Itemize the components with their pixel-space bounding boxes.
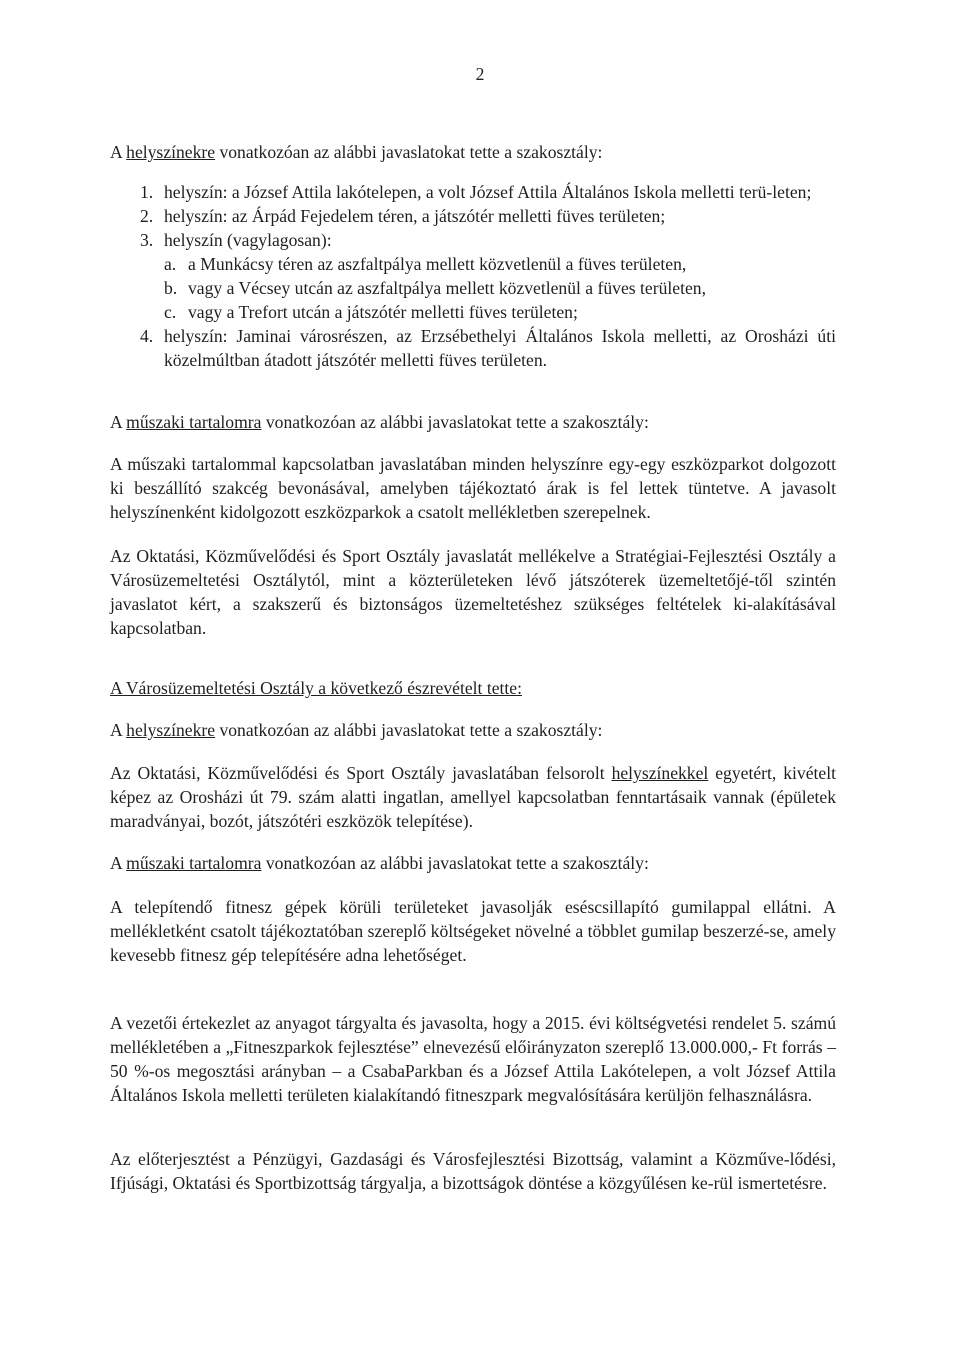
list-item: 1. helyszín: a József Attila lakótelepen, a volt József Attila Általános Iskola melletti terü-leten; (140, 182, 812, 202)
underlined-term: helyszínekkel (611, 763, 709, 783)
sub-list (164, 252, 836, 324)
sub-list-item: c. vagy a Trefort utcán a játszótér melletti füves területen; (164, 302, 578, 322)
underlined-term: műszaki tartalomra (126, 853, 262, 873)
underlined-term: helyszínekre (126, 720, 216, 740)
page-number: 2 (475, 64, 485, 84)
management-paragraph: A vezetői értekezlet az anyagot tárgyalta és javasolta, hogy a 2015. évi költségvetési rendelet 5. számú mellékletében a „Fitneszparkok fejlesztése” elnevezésű előirányzaton szereplő 13.000.000,- Ft forrás – 50 %-os megosztási arányban – a CsabaParkban és a József Attila Lakótelepen, a volt József Attila Általános Iskola melletti területen kialakítandó fitneszpark megvalósítására kerüljön felhasználásra. (110, 1013, 836, 1105)
locations-intro: A helyszínekre vonatkozóan az alábbi javaslatokat tette a szakosztály: (110, 142, 603, 162)
technical-paragraph-2: A telepítendő fitnesz gépek körüli területeket javasolják eséscsillapító gumilappal ellátni. A mellékletként csatolt tájékoztatóban szereplő költségeket növelné a többlet gumilap beszerzé-se, amely kevesebb fitnesz gép telepítésére adna lehetőséget. (110, 897, 836, 965)
underlined-term: helyszínekre (126, 142, 216, 162)
list-item: 3. helyszín (vagylagosan): a. a Munkácsy téren az aszfaltpálya mellett közvetlenül a füves területen, b. vagy a Vécsey utcán az aszfaltpálya mellett közvetlenül a füves területen, c. vagy a Trefort utcán a játszótér melletti füves területen; (140, 228, 836, 324)
sub-list-item: b. vagy a Vécsey utcán az aszfaltpálya mellett közvetlenül a füves területen, (164, 278, 706, 298)
technical-intro: A műszaki tartalomra vonatkozóan az alábbi javaslatokat tette a szakosztály: (110, 412, 649, 432)
technical-intro-2: A műszaki tartalomra vonatkozóan az alábbi javaslatokat tette a szakosztály: (110, 853, 649, 873)
locations-paragraph: Az Oktatási, Közművelődési és Sport Osztály javaslatában felsorolt helyszínekkel egyetért, kivételt képez az Orosházi út 79. szám alatti ingatlan, amellyel kapcsolatban fenntartásaik vannak (épületek maradványai, bozót, játszótéri eszközök telepítése). (110, 763, 836, 831)
locations-intro-2: A helyszínekre vonatkozóan az alábbi javaslatokat tette a szakosztály: (110, 720, 603, 740)
list-item: 2. helyszín: az Árpád Fejedelem téren, a játszótér melletti füves területen; (140, 206, 666, 226)
technical-paragraph: A műszaki tartalommal kapcsolatban javaslatában minden helyszínre egy-egy eszközparkot dolgozott ki beszállító szakcég bevonásával, amelyben tájékoztató árak is fel lettek tüntetve. A javasolt helyszínenként kidolgozott eszközparkok a csatolt mellékletben szerepelnek. (110, 454, 836, 522)
list-item: 4. helyszín: Jaminai városrészen, az Erzsébethelyi Általános Iskola melletti, az Orosházi úti közelmúltban átadott játszótér melletti füves területen. (140, 326, 836, 370)
sub-list-item: a. a Munkácsy téren az aszfaltpálya mellett közvetlenül a füves területen, (164, 254, 687, 274)
section-heading: A Városüzemeltetési Osztály a következő észrevételt tette: (110, 678, 522, 698)
department-paragraph: Az Oktatási, Közművelődési és Sport Osztály javaslatát mellékelve a Stratégiai-Fejlesztési Osztály a Városüzemeltetési Osztálytól, mint a közterületeken lévő játszóterek üzemeltetőjé-től szintén javaslatot kért, a szakszerű és biztonságos üzemeltetéshez szükséges feltételek ki-alakításával kapcsolatban. (110, 546, 836, 638)
closing-paragraph: Az előterjesztést a Pénzügyi, Gazdasági és Városfejlesztési Bizottság, valamint a Közműve-lődési, Ifjúsági, Oktatási és Sportbizottság tárgyalja, a bizottságok döntése a közgyűlésen ke-rül ismertetésre. (110, 1149, 836, 1193)
underlined-term: műszaki tartalomra (126, 412, 262, 432)
locations-list (140, 180, 836, 372)
